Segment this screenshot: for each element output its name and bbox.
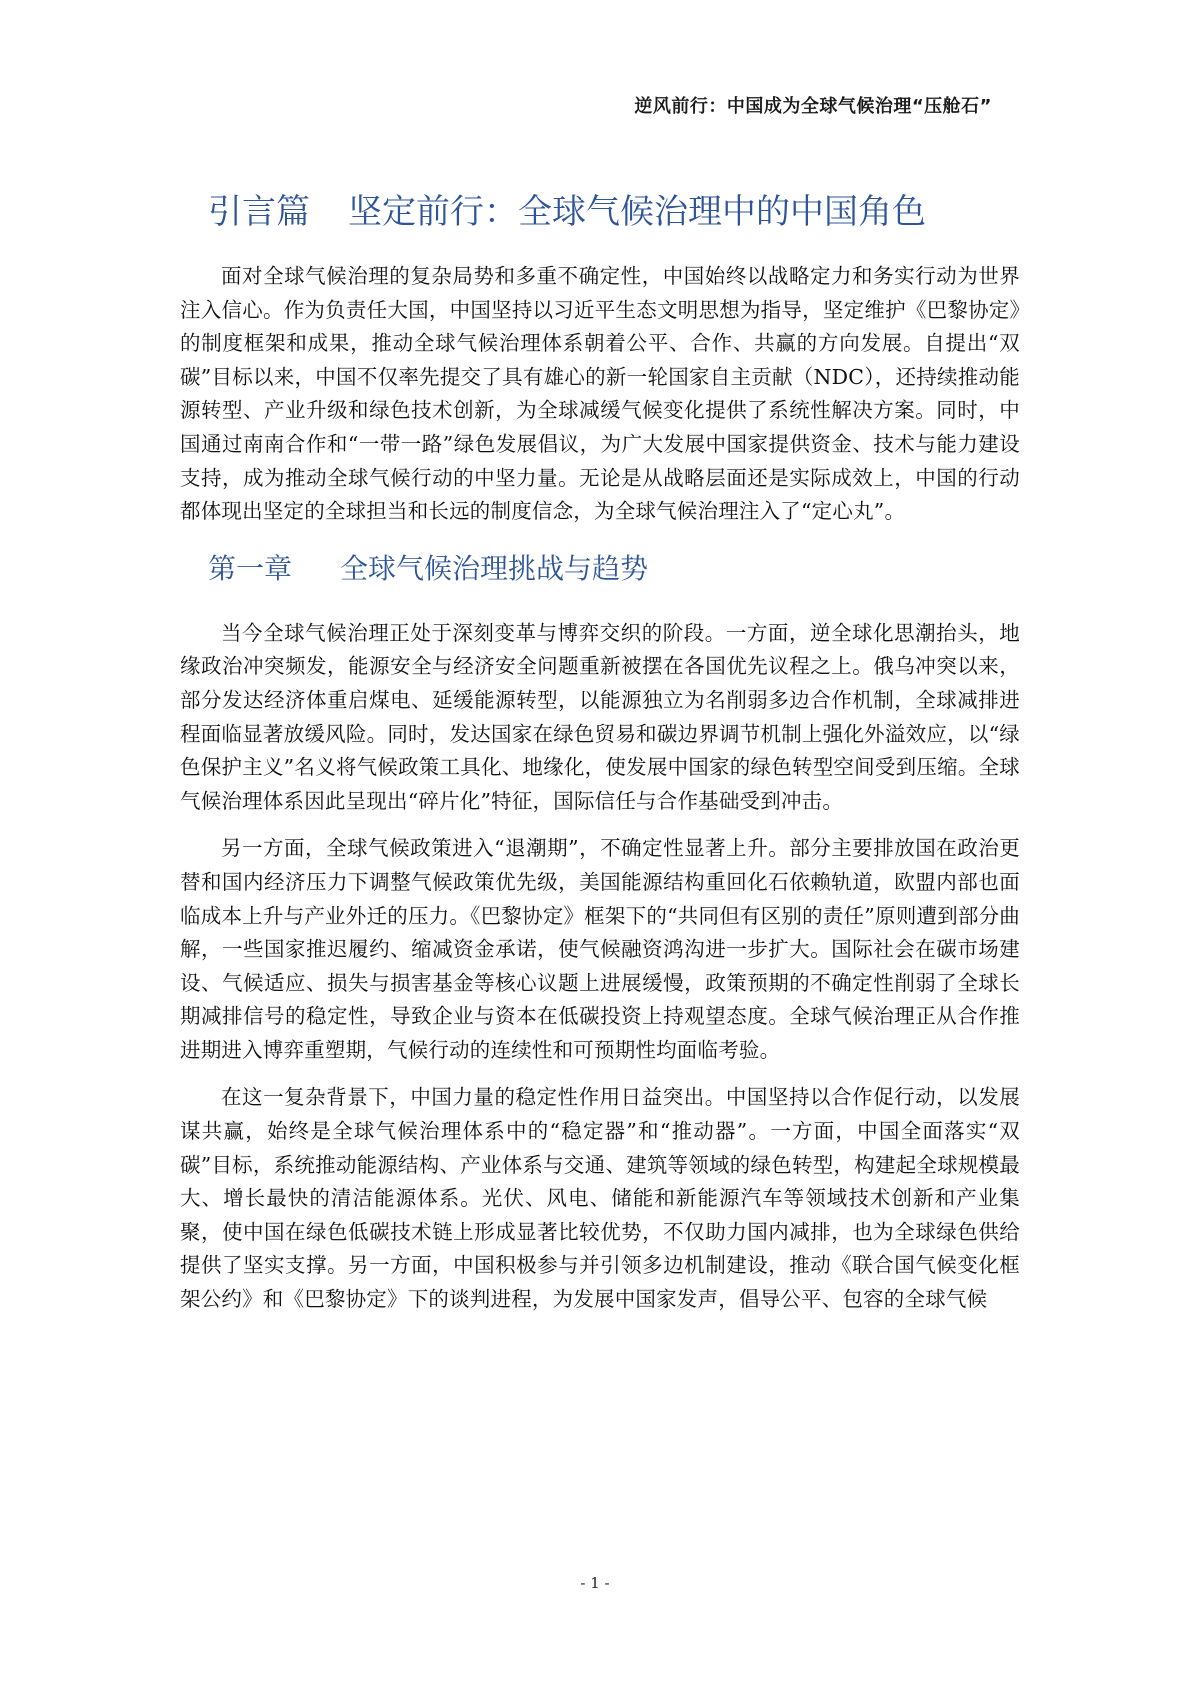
chapter-paragraph-3: 在这一复杂背景下，中国力量的稳定性作用日益突出。中国坚持以合作促行动，以发展谋共赢，始终是全球气候治理体系中的“稳定器”和“推动器”。一方面，中国全面落实“双碳”目标，系统推动能源结构、产业体系与交通、建筑等领域的绿色转型，构建起全球规模最大、增长最快的清洁能源体系。光伏、风电、储能和新能源汽车等领域技术创新和产业集聚，使中国在绿色低碳技术链上形成显著比较优势，不仅助力国内减排，也为全球绿色供给提供了坚实支撑。另一方面，中国积极参与并引领多边机制建设，推动《联合国气候变化框架公约》和《巴黎协定》下的谈判进程，为发展中国家发声，倡导公平、包容的全球气候 (180, 1085, 1020, 1312)
intro-label: 引言篇 (208, 192, 310, 232)
intro-title: 坚定前行：全球气候治理中的中国角色 (348, 192, 926, 232)
chapter-paragraph-2: 另一方面，全球气候政策进入“退潮期”，不确定性显著上升。部分主要排放国在政治更替和国内经济压力下调整气候政策优先级，美国能源结构重回化石依赖轨道，欧盟内部也面临成本上升与产业外迁的压力。《巴黎协定》框架下的“共同但有区别的责任”原则遭到部分曲解，一些国家推迟履约、缩减资金承诺，使气候融资鸿沟进一步扩大。国际社会在碳市场建设、气候适应、损失与损害基金等核心议题上进展缓慢，政策预期的不确定性削弱了全球长期减排信号的稳定性，导致企业与资本在低碳投资上持观望态度。全球气候治理正从合作推进期进入博弈重塑期，气候行动的连续性和可预期性均面临考验。 (180, 836, 1020, 1062)
chapter-heading (208, 547, 1020, 591)
page-content (180, 186, 1020, 1331)
chapter-label: 第一章 (208, 551, 293, 585)
intro-paragraph: 面对全球气候治理的复杂局势和多重不确定性，中国始终以战略定力和务实行动为世界注入信心。作为负责任大国，中国坚持以习近平生态文明思想为指导，坚定维护《巴黎协定》的制度框架和成果，推动全球气候治理体系朝着公平、合作、共赢的方向发展。自提出“双碳”目标以来，中国不仅率先提交了具有雄心的新一轮国家自主贡献（NDC），还持续推动能源转型、产业升级和绿色技术创新，为全球减缓气候变化提供了系统性解决方案。同时，中国通过南南合作和“一带一路”绿色发展倡议，为广大发展中国家提供资金、技术与能力建设支持，成为推动全球气候行动的中坚力量。无论是从战略层面还是实际成效上，中国的行动都体现出坚定的全球担当和长远的制度信念，为全球气候治理注入了“定心丸”。 (180, 264, 1020, 524)
page-number: - 1 - (580, 1574, 610, 1592)
chapter-title: 全球气候治理挑战与趋势 (340, 551, 649, 585)
intro-heading (208, 186, 1020, 238)
chapter-paragraph-1: 当今全球气候治理正处于深刻变革与博弈交织的阶段。一方面，逆全球化思潮抬头，地缘政治冲突频发，能源安全与经济安全问题重新被摆在各国优先议程之上。俄乌冲突以来，部分发达经济体重启煤电、延缓能源转型，以能源独立为名削弱多边合作机制，全球减排进程面临显著放缓风险。同时，发达国家在绿色贸易和碳边界调节机制上强化外溢效应，以“绿色保护主义”名义将气候政策工具化、地缘化，使发展中国家的绿色转型空间受到压缩。全球气候治理体系因此呈现出“碎片化”特征，国际信任与合作基础受到冲击。 (180, 620, 1020, 813)
running-header: 逆风前行：中国成为全球气候治理“压舱石” (634, 96, 992, 117)
